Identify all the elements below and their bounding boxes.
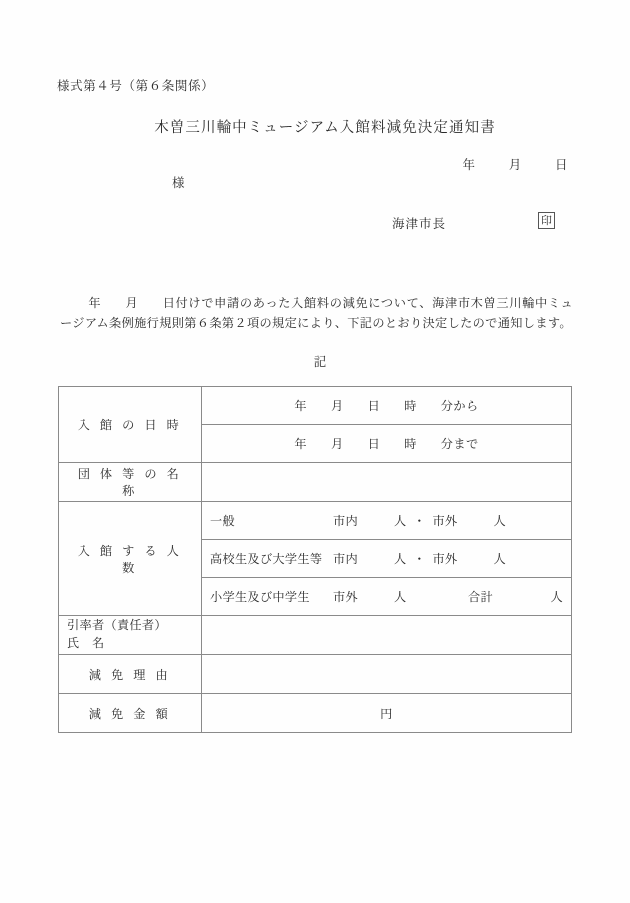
count-area-in-highschool: 市内	[333, 552, 358, 566]
row-label-admission-datetime: 入 館 の 日 時	[59, 387, 202, 463]
count-area-out-highschool: 市外	[432, 552, 458, 566]
decision-detail-table	[58, 386, 572, 733]
count-area-out-general: 市外	[432, 514, 458, 528]
cell-admission-datetime-to[interactable]	[202, 425, 572, 463]
to-month: 月	[331, 437, 344, 451]
form-number: 様式第４号（第６条関係）	[57, 79, 215, 93]
cell-visitor-count-highschool[interactable]	[202, 540, 572, 578]
datetime-from-line	[294, 399, 478, 413]
count-unit-in-general: 人	[393, 514, 407, 528]
addressee-honorific: 様	[172, 176, 186, 190]
row-label-leader	[59, 616, 202, 655]
table-row-leader	[59, 616, 572, 655]
cell-admission-datetime-from[interactable]	[202, 387, 572, 425]
issue-date-month: 月	[508, 158, 522, 172]
cell-visitor-count-elementary[interactable]	[202, 578, 572, 616]
issuer-block	[392, 214, 446, 232]
count-separator-general: ・	[413, 514, 426, 528]
leader-label-line1: 引率者（責任者）	[67, 618, 167, 633]
row-label-group-name: 団 体 等 の 名 称	[59, 463, 202, 502]
count-category-elementary: 小学生及び中学生	[210, 590, 310, 604]
body-paragraph	[60, 294, 573, 334]
cell-group-name-value[interactable]	[202, 463, 572, 502]
count-total-unit: 人	[550, 590, 563, 604]
to-day: 日	[367, 437, 381, 451]
row-label-visitor-count: 入 館 す る 人 数	[59, 502, 202, 616]
leader-label-line2: 氏 名	[67, 636, 105, 650]
from-month: 月	[331, 399, 344, 413]
row-label-reduction-reason: 減 免 理 由	[59, 655, 202, 694]
page-title: 木曽三川輪中ミュージアム入館料減免決定通知書	[154, 120, 496, 136]
cell-reduction-amount-value[interactable]: 円	[202, 694, 572, 733]
table-row-reduction-reason	[59, 655, 572, 694]
from-year: 年	[294, 399, 308, 413]
issue-date-day: 日	[554, 158, 568, 172]
table-row-reduction-amount	[59, 694, 572, 733]
count-separator-highschool: ・	[413, 552, 426, 566]
to-year: 年	[294, 437, 308, 451]
issue-date-line	[462, 155, 568, 173]
datetime-to-line	[294, 437, 478, 451]
seal-stamp-box: 印	[538, 212, 555, 229]
row-label-reduction-amount: 減 免 金 額	[59, 694, 202, 733]
count-unit-out-elementary: 人	[393, 590, 407, 604]
issuer-name: 海津市長	[392, 217, 447, 231]
ki-marker: 記	[313, 355, 327, 369]
table-row-group-name	[59, 463, 572, 502]
table-row-visitor-count-general	[59, 502, 572, 540]
cell-visitor-count-general[interactable]	[202, 502, 572, 540]
count-unit-in-highschool: 人	[393, 552, 407, 566]
count-category-general: 一般	[210, 514, 235, 528]
body-text-main: 日付けで申請のあった入館料の減免について、海津市木曽三川輪中ミュージアム条例施行規則第６条第２項の規定により、下記のとおり決定したので通知します。	[60, 296, 573, 330]
to-minute: 分まで	[440, 437, 479, 451]
count-line-general	[210, 512, 563, 529]
cell-leader-value[interactable]	[202, 616, 572, 655]
count-total-label: 合計	[468, 590, 493, 604]
from-minute: 分から	[440, 399, 479, 413]
from-hour: 時	[404, 399, 417, 413]
table-row-admission-datetime-from	[59, 387, 572, 425]
from-day: 日	[367, 399, 381, 413]
count-unit-out-highschool: 人	[493, 552, 506, 566]
issue-date-year: 年	[462, 158, 476, 172]
count-line-elementary	[210, 588, 563, 605]
cell-reduction-reason-value[interactable]	[202, 655, 572, 694]
count-area-in-general: 市内	[333, 514, 358, 528]
count-line-highschool	[210, 550, 563, 567]
count-area-out-elementary: 市外	[333, 590, 358, 604]
body-date-month: 月	[125, 296, 139, 310]
body-date-year: 年	[88, 296, 102, 310]
to-hour: 時	[404, 437, 417, 451]
count-category-highschool: 高校生及び大学生等	[210, 552, 323, 566]
count-unit-out-general: 人	[493, 514, 506, 528]
